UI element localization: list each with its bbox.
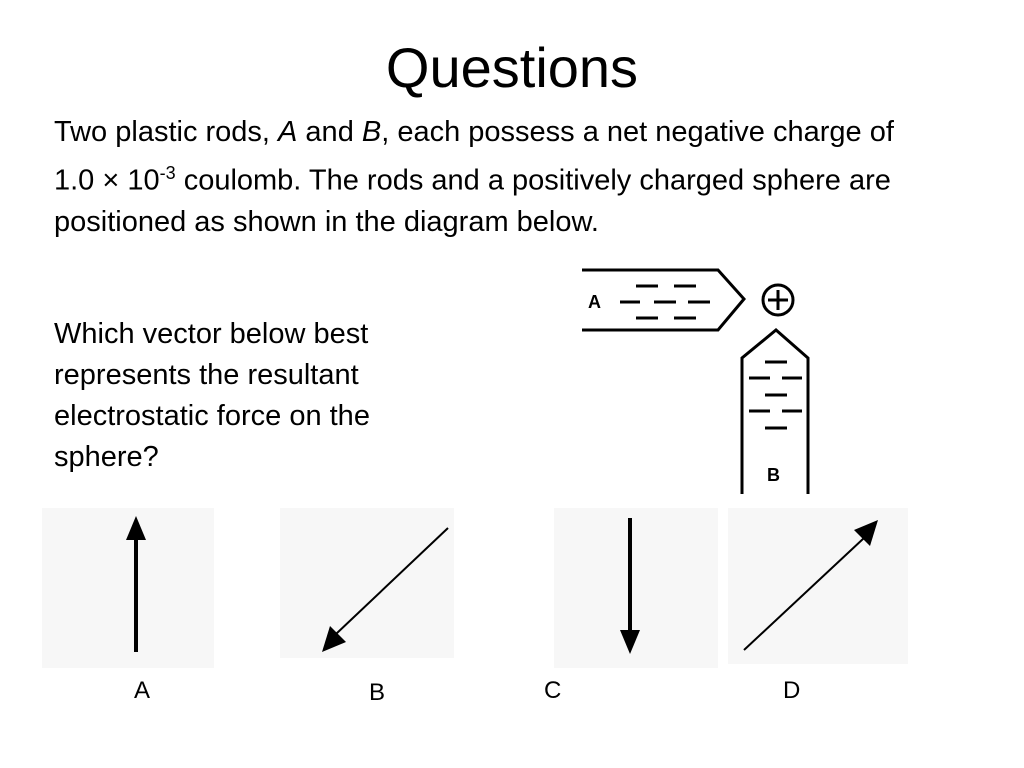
vector-label-d: D [783,677,801,704]
vector-choice-c[interactable] [554,508,718,668]
rod-b-charges [749,362,802,428]
vector-choice-a[interactable] [42,508,214,668]
question-text-part: Two plastic rods, [54,116,279,148]
rod-a-reference: A [278,116,298,148]
vector-label-c: C [544,677,562,704]
charge-diagram [576,262,816,498]
vector-choice-d[interactable] [728,508,908,664]
rod-a-charges [620,286,710,318]
vector-choice-b[interactable] [280,508,454,658]
page-title: Questions [385,36,639,99]
question-text-part: and [297,116,362,148]
positive-sphere [763,285,793,315]
vector-label-a: A [134,677,151,704]
rod-a-label: A [588,292,601,312]
rod-b-label: B [767,465,780,485]
exponent: -3 [159,163,176,183]
question-text [54,112,914,243]
question-text-part: coulomb. The rods and a positively charged sphere are positioned as shown in the diagram below. [54,164,891,238]
vector-label-b: B [369,679,386,706]
question-prompt: Which vector below best represents the resultant electrostatic force on the sphere? [54,318,370,473]
rod-b-reference: B [361,116,382,148]
question-text-part: , each possess a net negative charge of 1.0 × 10 [54,116,894,197]
rod-a [582,270,744,330]
